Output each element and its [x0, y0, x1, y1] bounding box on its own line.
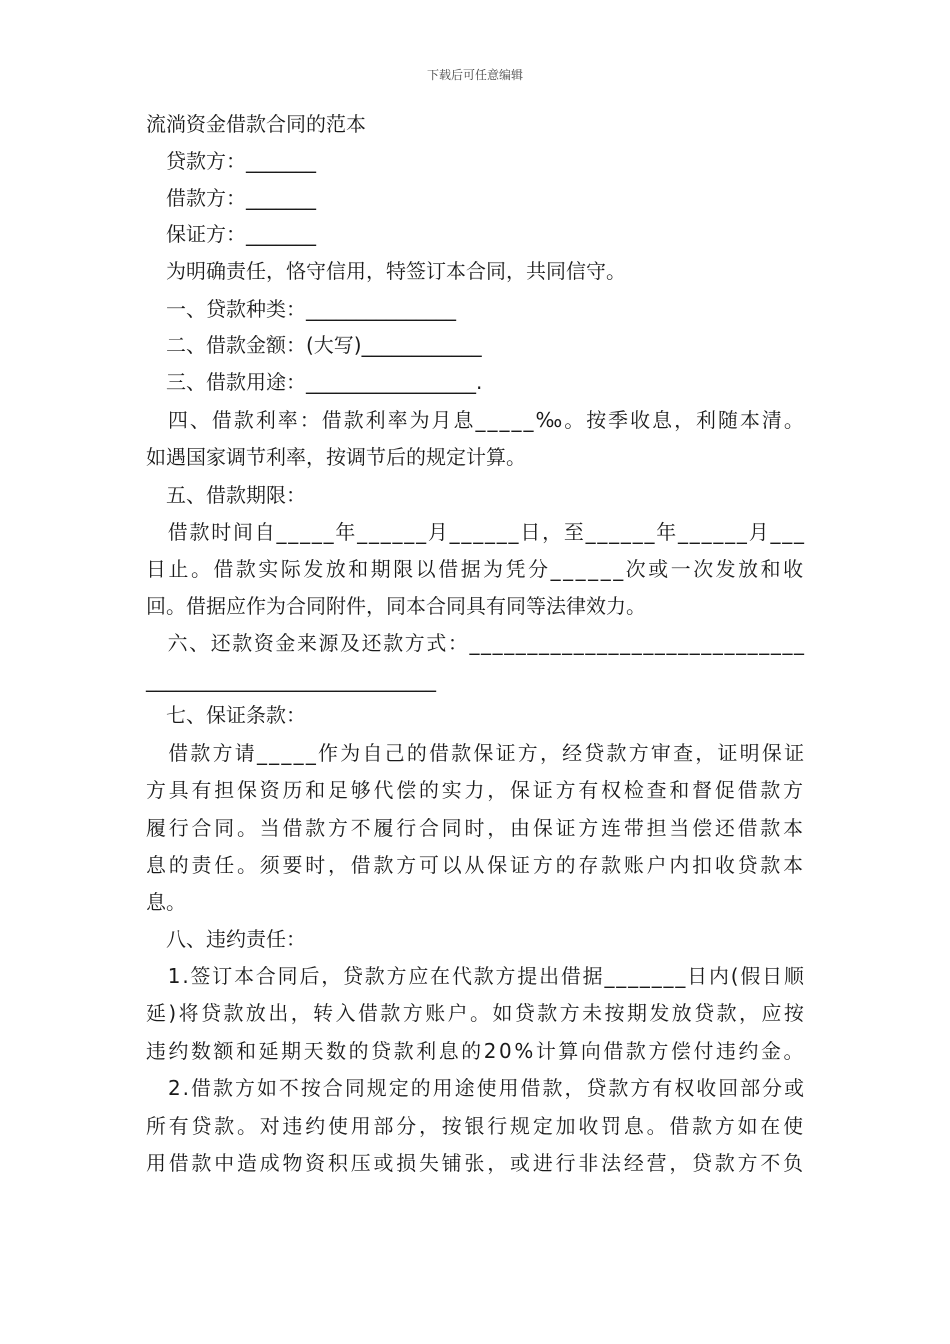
doc-line: _____________________________ — [146, 668, 436, 692]
doc-line: 违约数额和延期天数的贷款利息的20%计算向借款方偿付违约金。 — [146, 1039, 807, 1063]
doc-line: 贷款方：_______ — [146, 149, 316, 173]
doc-line: 履行合同。当借款方不履行合同时，由保证方连带担当偿还借款本 — [146, 816, 806, 840]
doc-line: 如遇国家调节利率，按调节后的规定计算。 — [146, 445, 526, 469]
doc-line: 息。 — [146, 890, 186, 914]
doc-line: 保证方：_______ — [146, 222, 316, 246]
doc-line: 2.借款方如不按合同规定的用途使用借款，贷款方有权收回部分或 — [146, 1076, 807, 1100]
doc-line: 息的责任。须要时，借款方可以从保证方的存款账户内扣收贷款本 — [146, 853, 806, 877]
doc-line: 日止。借款实际发放和期限以借据为凭分______次或一次发放和收 — [146, 557, 806, 581]
doc-line: 一、贷款种类：_______________ — [146, 297, 456, 321]
doc-line: 四、借款利率：借款利率为月息_____‰。按季收息，利随本清。 — [146, 408, 806, 432]
doc-line: 三、借款用途：_________________. — [146, 370, 483, 394]
page-header: 下载后可任意编辑 — [426, 68, 523, 82]
doc-line: 回。借据应作为合同附件，同本合同具有同等法律效力。 — [146, 594, 646, 618]
doc-line: 七、保证条款： — [146, 703, 306, 727]
doc-line: 八、违约责任： — [146, 927, 306, 951]
doc-line: 流淌资金借款合同的范本 — [146, 112, 366, 136]
doc-line: 方具有担保资历和足够代偿的实力，保证方有权检查和督促借款方 — [146, 778, 806, 802]
doc-line: 所有贷款。对违约使用部分，按银行规定加收罚息。借款方如在使 — [146, 1114, 806, 1138]
doc-line: 为明确责任，恪守信用，特签订本合同，共同信守。 — [146, 259, 626, 283]
doc-line: 六、还款资金来源及还款方式：_____________________________ — [146, 631, 806, 655]
doc-line: 二、借款金额：(大写)____________ — [146, 333, 482, 357]
doc-line: 用借款中造成物资积压或损失铺张，或进行非法经营，贷款方不负 — [146, 1151, 806, 1175]
doc-line: 借款时间自_____年______月______日，至______年______月___ — [146, 520, 806, 544]
doc-line: 延)将贷款放出，转入借款方账户。如贷款方未按期发放贷款，应按 — [146, 1001, 807, 1025]
doc-line: 五、借款期限： — [146, 483, 306, 507]
doc-line: 借款方：_______ — [146, 186, 316, 210]
doc-line: 借款方请_____作为自己的借款保证方，经贷款方审查，证明保证 — [146, 741, 807, 765]
doc-line: 1.签订本合同后，贷款方应在代款方提出借据_______日内(假日顺 — [146, 964, 806, 988]
